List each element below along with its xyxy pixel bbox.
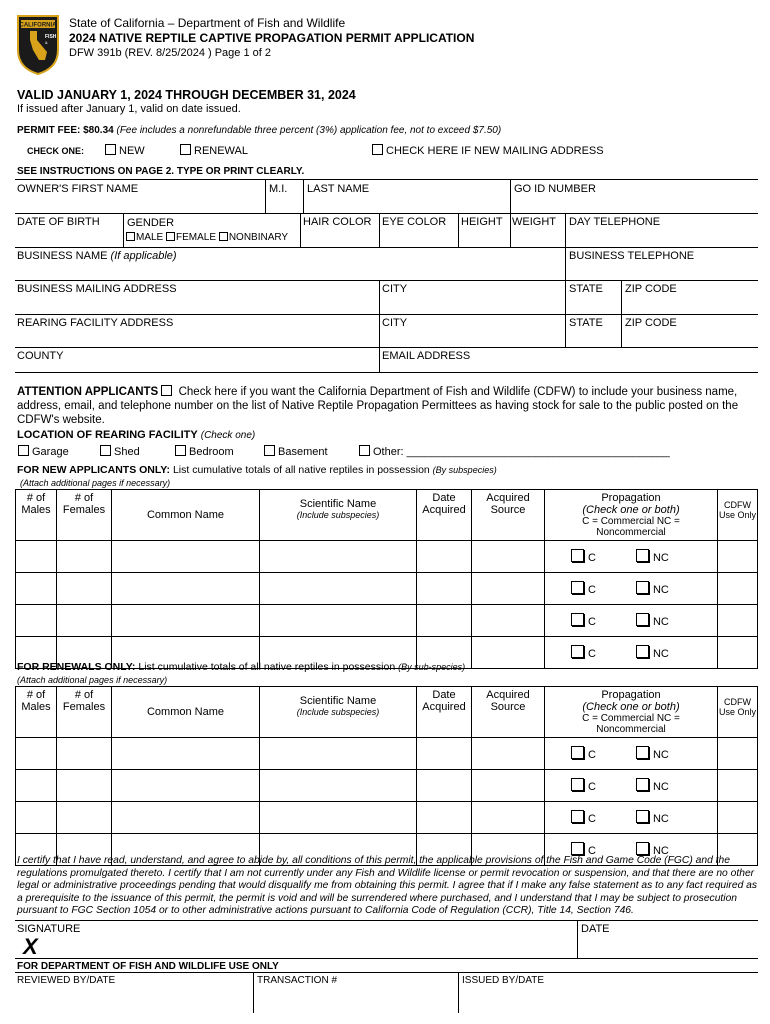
table-row: [16, 541, 758, 573]
new-applicants-label: FOR NEW APPLICANTS ONLY:: [17, 464, 171, 476]
transaction-field[interactable]: TRANSACTION #: [257, 975, 338, 986]
gender-label: GENDER: [127, 217, 175, 229]
col-date-acquired: Date Acquired: [417, 687, 472, 738]
validity-note: If issued after January 1, valid on date issued.: [17, 103, 241, 115]
female-label: FEMALE: [176, 232, 217, 243]
dept-use-row: [15, 972, 758, 1013]
eye-color-field[interactable]: EYE COLOR: [382, 216, 447, 228]
male-label: MALE: [136, 232, 164, 243]
c-option[interactable]: C: [571, 616, 596, 628]
permit-fee: [17, 125, 501, 136]
rearing-city-field[interactable]: CITY: [382, 317, 408, 329]
new-applicants-attach-note: (Attach additional pages if necessary): [20, 478, 171, 488]
bedroom-checkbox[interactable]: [175, 445, 186, 456]
col-propagation: Propagation (Check one or both) C = Commercial NC = Noncommercial: [545, 490, 718, 541]
validity-heading: VALID JANUARY 1, 2024 THROUGH DECEMBER 31, 2024: [17, 88, 356, 102]
nc-option[interactable]: NC: [636, 781, 669, 793]
nc-option[interactable]: NC: [636, 584, 669, 596]
c-option[interactable]: C: [571, 813, 596, 825]
col-males: # of Males: [16, 687, 57, 738]
attention-block: [17, 385, 752, 427]
business-telephone-field[interactable]: BUSINESS TELEPHONE: [569, 250, 695, 262]
nonbinary-checkbox[interactable]: [219, 232, 228, 241]
renewals-heading: [17, 661, 465, 673]
bedroom-label: Bedroom: [189, 446, 234, 458]
table-row: [16, 770, 758, 802]
female-checkbox[interactable]: [166, 232, 175, 241]
go-id-field[interactable]: GO ID NUMBER: [514, 183, 596, 195]
signature-date-field[interactable]: DATE: [581, 923, 610, 935]
new-option[interactable]: [105, 144, 145, 157]
propagation-cell: [545, 573, 718, 605]
business-name-label: BUSINESS NAME: [17, 250, 108, 262]
weight-field[interactable]: WEIGHT: [512, 216, 556, 228]
nc-option[interactable]: NC: [636, 845, 669, 857]
basement-label: Basement: [278, 446, 328, 458]
renewal-option[interactable]: [180, 144, 248, 157]
day-telephone-field[interactable]: DAY TELEPHONE: [569, 216, 661, 228]
new-applicants-note: (By subspecies): [432, 465, 497, 475]
applicant-info-grid: [15, 179, 758, 373]
dept-use-heading: FOR DEPARTMENT OF FISH AND WILDLIFE USE ONLY: [17, 961, 279, 972]
table-row: [16, 573, 758, 605]
reviewed-by-field[interactable]: REVIEWED BY/DATE: [17, 975, 116, 986]
male-checkbox[interactable]: [126, 232, 135, 241]
gender-options: [126, 232, 288, 243]
col-scientific-name: Scientific Name (Include subspecies): [260, 687, 417, 738]
nc-option[interactable]: NC: [636, 648, 669, 660]
location-note: (Check one): [200, 430, 256, 441]
c-option[interactable]: C: [571, 749, 596, 761]
new-checkbox[interactable]: [105, 144, 116, 155]
nc-option[interactable]: NC: [636, 813, 669, 825]
if-applicable-note: (If applicable): [110, 250, 177, 262]
shed-checkbox[interactable]: [100, 445, 111, 456]
renewal-checkbox[interactable]: [180, 144, 191, 155]
renewals-label: FOR RENEWALS ONLY:: [17, 661, 136, 673]
agency-name: State of California – Department of Fish and Wildlife: [69, 16, 346, 30]
propagation-cell: [545, 605, 718, 637]
table-header-row: [16, 687, 758, 738]
location-heading: [17, 429, 255, 441]
renewals-text: List cumulative totals of all native reptiles in possession: [138, 661, 396, 673]
garage-label: Garage: [32, 446, 69, 458]
col-acquired-source: Acquired Source: [472, 490, 545, 541]
location-option-bedroom[interactable]: [175, 445, 234, 458]
new-applicants-heading: [17, 464, 497, 476]
new-mailing-label: CHECK HERE IF NEW MAILING ADDRESS: [386, 145, 604, 157]
nc-option[interactable]: NC: [636, 616, 669, 628]
c-option[interactable]: C: [571, 552, 596, 564]
new-applicants-table: [15, 489, 758, 669]
issued-by-field[interactable]: ISSUED BY/DATE: [462, 975, 545, 986]
business-name-field[interactable]: [17, 250, 177, 262]
new-mailing-option[interactable]: [372, 144, 604, 157]
nc-option[interactable]: NC: [636, 749, 669, 761]
signature-field[interactable]: SIGNATURE: [17, 923, 81, 935]
c-option[interactable]: C: [571, 584, 596, 596]
signature-mark: X: [23, 934, 38, 959]
location-option-other[interactable]: [359, 445, 670, 458]
middle-initial-field[interactable]: M.I.: [269, 183, 288, 195]
svg-text:FISH: FISH: [45, 34, 57, 40]
owner-first-name-field[interactable]: OWNER'S FIRST NAME: [17, 183, 139, 195]
business-city-field[interactable]: CITY: [382, 283, 408, 295]
hair-color-field[interactable]: HAIR COLOR: [303, 216, 372, 228]
new-label: NEW: [119, 145, 145, 157]
table-row: [16, 738, 758, 770]
form-id: DFW 391b (REV. 8/25/2024 ) Page 1 of 2: [69, 47, 271, 59]
rearing-state-field[interactable]: STATE: [569, 317, 603, 329]
col-scientific-name: Scientific Name (Include subspecies): [260, 490, 417, 541]
renewals-note: (By sub-species): [398, 662, 466, 672]
col-common-name: Common Name: [112, 687, 260, 738]
rearing-zip-field[interactable]: ZIP CODE: [625, 317, 677, 329]
propagation-cell: [545, 637, 718, 669]
location-option-shed[interactable]: [100, 445, 140, 458]
business-mailing-address-field[interactable]: BUSINESS MAILING ADDRESS: [17, 283, 177, 295]
nc-option[interactable]: NC: [636, 552, 669, 564]
email-address-field[interactable]: EMAIL ADDRESS: [382, 350, 471, 362]
col-date-acquired: Date Acquired: [417, 490, 472, 541]
svg-text:&: &: [45, 40, 48, 45]
c-option[interactable]: C: [571, 781, 596, 793]
county-field[interactable]: COUNTY: [17, 350, 64, 362]
fee-note: (Fee includes a nonrefundable three percent (3%) application fee, not to exceed $7.50): [116, 125, 502, 136]
propagation-cell: [545, 541, 718, 573]
col-females: # of Females: [57, 490, 112, 541]
col-cdfw: CDFW Use Only: [718, 687, 758, 738]
col-males: # of Males: [16, 490, 57, 541]
instructions: SEE INSTRUCTIONS ON PAGE 2. TYPE OR PRINT CLEARLY.: [17, 166, 305, 177]
location-option-basement[interactable]: [264, 445, 328, 458]
table-row: [16, 802, 758, 834]
fee-label: PERMIT FEE: $80.34: [17, 125, 114, 136]
table-row: [16, 605, 758, 637]
garage-checkbox[interactable]: [18, 445, 29, 456]
business-zip-field[interactable]: ZIP CODE: [625, 283, 677, 295]
date-of-birth-field[interactable]: DATE OF BIRTH: [17, 216, 100, 228]
new-mailing-checkbox[interactable]: [372, 144, 383, 155]
col-cdfw: CDFW Use Only: [718, 490, 758, 541]
cdfw-logo: [15, 14, 61, 76]
certification-text: I certify that I have read, understand, and agree to abide by, all conditions of this permit, the applicable provisions of the Fish and Game Code (FGC) and the regulations promulgated thereto. I certify that I am not currently under any Fish and Wildlife license or permit revocation or suspension, and that there are no other legal or administrative proceedings pending that would disqualify me from obtaining this permit. I agree that if I make any false statement as to any fact required as a prerequisite to the issuance of this permit, the permit is void and will be surrendered where purchased, and I understand that I may be subject to prosecution pursuant to FGC Section 1054 or to other administrative actions pursuant to California Code of Regulation (CCR), Title 14, Section 746.: [17, 855, 758, 917]
c-option[interactable]: C: [571, 845, 596, 857]
check-one-label: CHECK ONE:: [27, 146, 85, 156]
propagation-cell: [545, 802, 718, 834]
nonbinary-label: NONBINARY: [228, 232, 289, 243]
col-common-name: Common Name: [112, 490, 260, 541]
renewals-attach-note: (Attach additional pages if necessary): [17, 675, 168, 685]
last-name-field[interactable]: LAST NAME: [307, 183, 370, 195]
attention-text: Check here if you want the California Department of Fish and Wildlife (CDFW) to include your business name, address, email, and telephone number on the list of Native Reptile Propagation Permittees as having stock for sale to the public posted on the CDFW's website.: [17, 386, 739, 426]
svg-text:CALIFORNIA: CALIFORNIA: [19, 22, 57, 29]
table-header-row: [16, 490, 758, 541]
business-state-field[interactable]: STATE: [569, 283, 603, 295]
signature-row: [15, 920, 758, 959]
shed-label: Shed: [114, 446, 140, 458]
form-title: 2024 NATIVE REPTILE CAPTIVE PROPAGATION PERMIT APPLICATION: [69, 31, 475, 45]
new-applicants-text: List cumulative totals of all native reptiles in possession: [172, 464, 430, 476]
other-checkbox[interactable]: [359, 445, 370, 456]
propagation-cell: [545, 770, 718, 802]
basement-checkbox[interactable]: [264, 445, 275, 456]
col-females: # of Females: [57, 687, 112, 738]
attention-checkbox[interactable]: [161, 385, 172, 396]
renewals-table: [15, 686, 758, 866]
renewal-label: RENEWAL: [194, 145, 248, 157]
height-field[interactable]: HEIGHT: [461, 216, 503, 228]
col-acquired-source: Acquired Source: [472, 687, 545, 738]
location-option-garage[interactable]: [18, 445, 69, 458]
rearing-facility-address-field[interactable]: REARING FACILITY ADDRESS: [17, 317, 174, 329]
c-option[interactable]: C: [571, 648, 596, 660]
attention-label: ATTENTION APPLICANTS: [17, 386, 159, 398]
col-propagation: Propagation (Check one or both) C = Commercial NC = Noncommercial: [545, 687, 718, 738]
location-label: LOCATION OF REARING FACILITY: [17, 429, 198, 441]
propagation-cell: [545, 738, 718, 770]
other-label: Other: ___________________________________________: [373, 446, 670, 458]
